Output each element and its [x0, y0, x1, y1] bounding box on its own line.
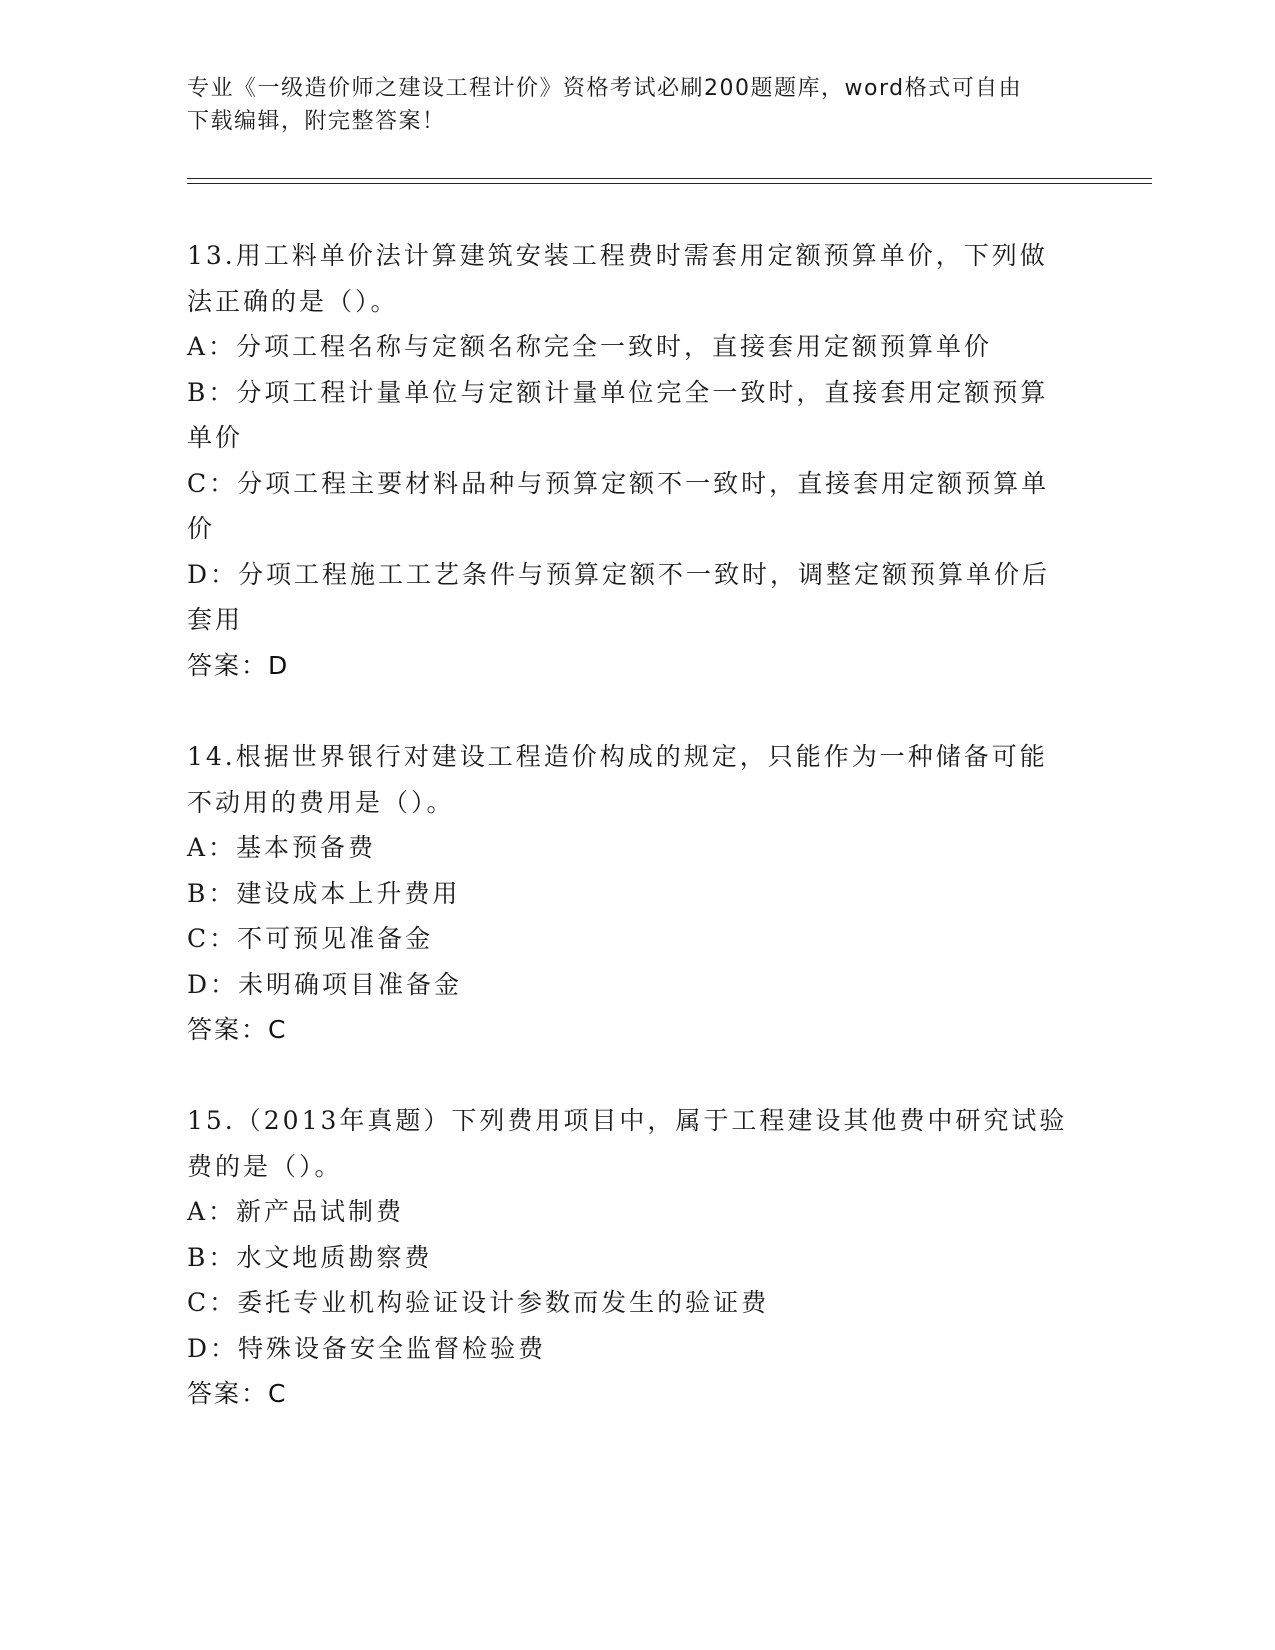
answer-line: [187, 1371, 1087, 1417]
option-a: A：新产品试制费: [187, 1197, 405, 1226]
option-d-continued: 套用: [187, 605, 244, 634]
option-d: D：未明确项目准备金: [187, 969, 463, 999]
option-d: D：特殊设备安全监督检验费: [187, 1333, 547, 1363]
option-c-continued: 价: [187, 514, 216, 543]
answer-value: D: [268, 650, 289, 680]
option-b-continued: 单价: [187, 423, 244, 452]
question-stem-line: 13.用工料单价法计算建筑安装工程费时需套用定额预算单价，下列做: [187, 241, 1048, 270]
question-15: [187, 1098, 1087, 1417]
question-stem-line: 不动用的费用是（）。: [187, 787, 455, 817]
question-14: [187, 734, 1087, 1053]
answer-line: [187, 643, 1087, 689]
option-d: D：分项工程施工工艺条件与预算定额不一致时，调整定额预算单价后: [187, 559, 1051, 589]
option-a: A：基本预备费: [187, 833, 377, 862]
option-c: C：分项工程主要材料品种与预算定额不一致时，直接套用定额预算单: [187, 468, 1050, 498]
header-line-1: 专业《一级造价师之建设工程计价》资格考试必刷200题题库，word格式可自由: [187, 76, 1023, 101]
option-b: B：水文地质勘察费: [187, 1242, 433, 1272]
answer-value: C: [268, 1379, 287, 1408]
option-b: B：建设成本上升费用: [187, 878, 461, 908]
answer-label: 答案：: [187, 1379, 269, 1408]
document-header: [187, 72, 1087, 138]
question-stem-line: 法正确的是（）。: [187, 286, 399, 316]
question-stem-line: 费的是（）。: [187, 1151, 343, 1181]
answer-label: 答案：: [187, 650, 269, 680]
option-c: C：不可预见准备金: [187, 924, 434, 953]
question-13: [187, 233, 1087, 688]
header-divider-top: [187, 178, 1152, 179]
question-stem-line: 14.根据世界银行对建设工程造价构成的规定，只能作为一种储备可能: [187, 742, 1048, 771]
option-c: C：委托专业机构验证设计参数而发生的验证费: [187, 1288, 770, 1317]
answer-label: 答案：: [187, 1015, 269, 1044]
option-b: B：分项工程计量单位与定额计量单位完全一致时，直接套用定额预算: [187, 377, 1049, 407]
answer-line: [187, 1007, 1087, 1053]
option-a: A：分项工程名称与定额名称完全一致时，直接套用定额预算单价: [187, 332, 993, 361]
header-line-2: 下载编辑，附完整答案！: [187, 109, 446, 134]
question-stem-line: 15.（2013年真题）下列费用项目中，属于工程建设其他费中研究试验: [187, 1106, 1068, 1135]
answer-value: C: [268, 1015, 287, 1044]
header-divider-bottom: [187, 183, 1152, 184]
